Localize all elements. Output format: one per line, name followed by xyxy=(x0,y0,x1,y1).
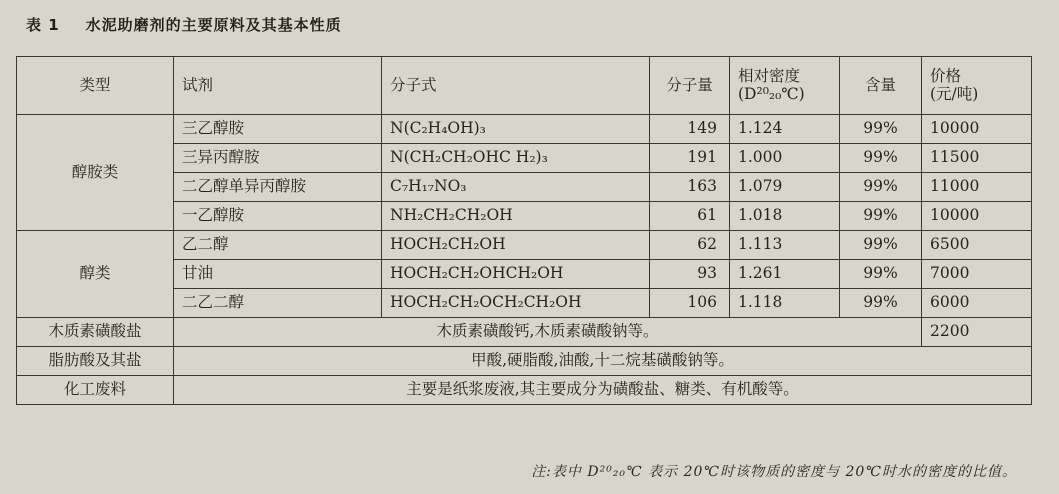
content-cell: 99% xyxy=(840,144,922,173)
content-cell: 99% xyxy=(840,260,922,289)
mw-cell: 61 xyxy=(650,202,730,231)
reagent-cell: 三异丙醇胺 xyxy=(174,144,382,173)
mw-cell: 106 xyxy=(650,289,730,318)
mw-cell: 163 xyxy=(650,173,730,202)
density-cell: 1.079 xyxy=(730,173,840,202)
header-molecular-weight: 分子量 xyxy=(650,57,730,115)
header-density-line1: 相对密度 xyxy=(738,67,801,86)
table-title: 水泥助磨剂的主要原料及其基本性质 xyxy=(85,16,342,34)
table-row xyxy=(17,376,1032,405)
header-reagent: 试剂 xyxy=(174,57,382,115)
header-content: 含量 xyxy=(840,57,922,115)
price-cell: 10000 xyxy=(922,202,1032,231)
price-cell: 6500 xyxy=(922,231,1032,260)
reagent-cell: 三乙醇胺 xyxy=(174,115,382,144)
description-cell: 木质素磺酸钙,木质素磺酸钠等。 xyxy=(174,318,922,347)
content-cell: 99% xyxy=(840,173,922,202)
density-cell: 1.018 xyxy=(730,202,840,231)
header-formula: 分子式 xyxy=(382,57,650,115)
price-cell: 10000 xyxy=(922,115,1032,144)
description-cell: 甲酸,硬脂酸,油酸,十二烷基磺酸钠等。 xyxy=(174,347,1032,376)
density-cell: 1.261 xyxy=(730,260,840,289)
content-cell: 99% xyxy=(840,115,922,144)
price-cell: 11500 xyxy=(922,144,1032,173)
density-cell: 1.000 xyxy=(730,144,840,173)
header-type: 类型 xyxy=(17,57,174,115)
reagent-cell: 二乙醇单异丙醇胺 xyxy=(174,173,382,202)
header-row xyxy=(17,57,1032,115)
table-row xyxy=(17,231,1032,260)
header-density xyxy=(730,57,840,115)
mw-cell: 149 xyxy=(650,115,730,144)
header-price xyxy=(922,57,1032,115)
table-footnote: 注:表中 D²⁰₂₀℃ 表示 20℃时该物质的密度与 20℃时水的密度的比值。 xyxy=(531,464,1017,480)
price-cell: 11000 xyxy=(922,173,1032,202)
table-caption xyxy=(26,14,342,35)
content-cell: 99% xyxy=(840,231,922,260)
mw-cell: 62 xyxy=(650,231,730,260)
formula-cell: N(CH₂CH₂OHC H₂)₃ xyxy=(382,144,650,173)
formula-cell: C₇H₁₇NO₃ xyxy=(382,173,650,202)
properties-table xyxy=(16,56,1032,405)
table-row xyxy=(17,318,1032,347)
density-cell: 1.124 xyxy=(730,115,840,144)
category-cell: 化工废料 xyxy=(17,376,174,405)
header-price-line1: 价格 xyxy=(930,67,962,86)
header-density-line2: (D²⁰₂₀℃) xyxy=(738,84,805,103)
formula-cell: NH₂CH₂CH₂OH xyxy=(382,202,650,231)
reagent-cell: 一乙醇胺 xyxy=(174,202,382,231)
content-cell: 99% xyxy=(840,202,922,231)
formula-cell: HOCH₂CH₂OH xyxy=(382,231,650,260)
content-cell: 99% xyxy=(840,289,922,318)
reagent-cell: 二乙二醇 xyxy=(174,289,382,318)
mw-cell: 191 xyxy=(650,144,730,173)
price-cell: 6000 xyxy=(922,289,1032,318)
header-price-line2: (元/吨) xyxy=(930,84,979,103)
category-cell: 脂肪酸及其盐 xyxy=(17,347,174,376)
description-cell: 主要是纸浆废液,其主要成分为磺酸盐、糖类、有机酸等。 xyxy=(174,376,1032,405)
formula-cell: HOCH₂CH₂OHCH₂OH xyxy=(382,260,650,289)
price-cell: 7000 xyxy=(922,260,1032,289)
formula-cell: HOCH₂CH₂OCH₂CH₂OH xyxy=(382,289,650,318)
table-number: 表 1 xyxy=(26,16,60,34)
reagent-cell: 乙二醇 xyxy=(174,231,382,260)
category-cell: 醇类 xyxy=(17,231,174,318)
reagent-cell: 甘油 xyxy=(174,260,382,289)
category-cell: 木质素磺酸盐 xyxy=(17,318,174,347)
category-cell: 醇胺类 xyxy=(17,115,174,231)
density-cell: 1.118 xyxy=(730,289,840,318)
mw-cell: 93 xyxy=(650,260,730,289)
price-cell: 2200 xyxy=(922,318,1032,347)
table-row xyxy=(17,347,1032,376)
formula-cell: N(C₂H₄OH)₃ xyxy=(382,115,650,144)
table-row xyxy=(17,115,1032,144)
density-cell: 1.113 xyxy=(730,231,840,260)
